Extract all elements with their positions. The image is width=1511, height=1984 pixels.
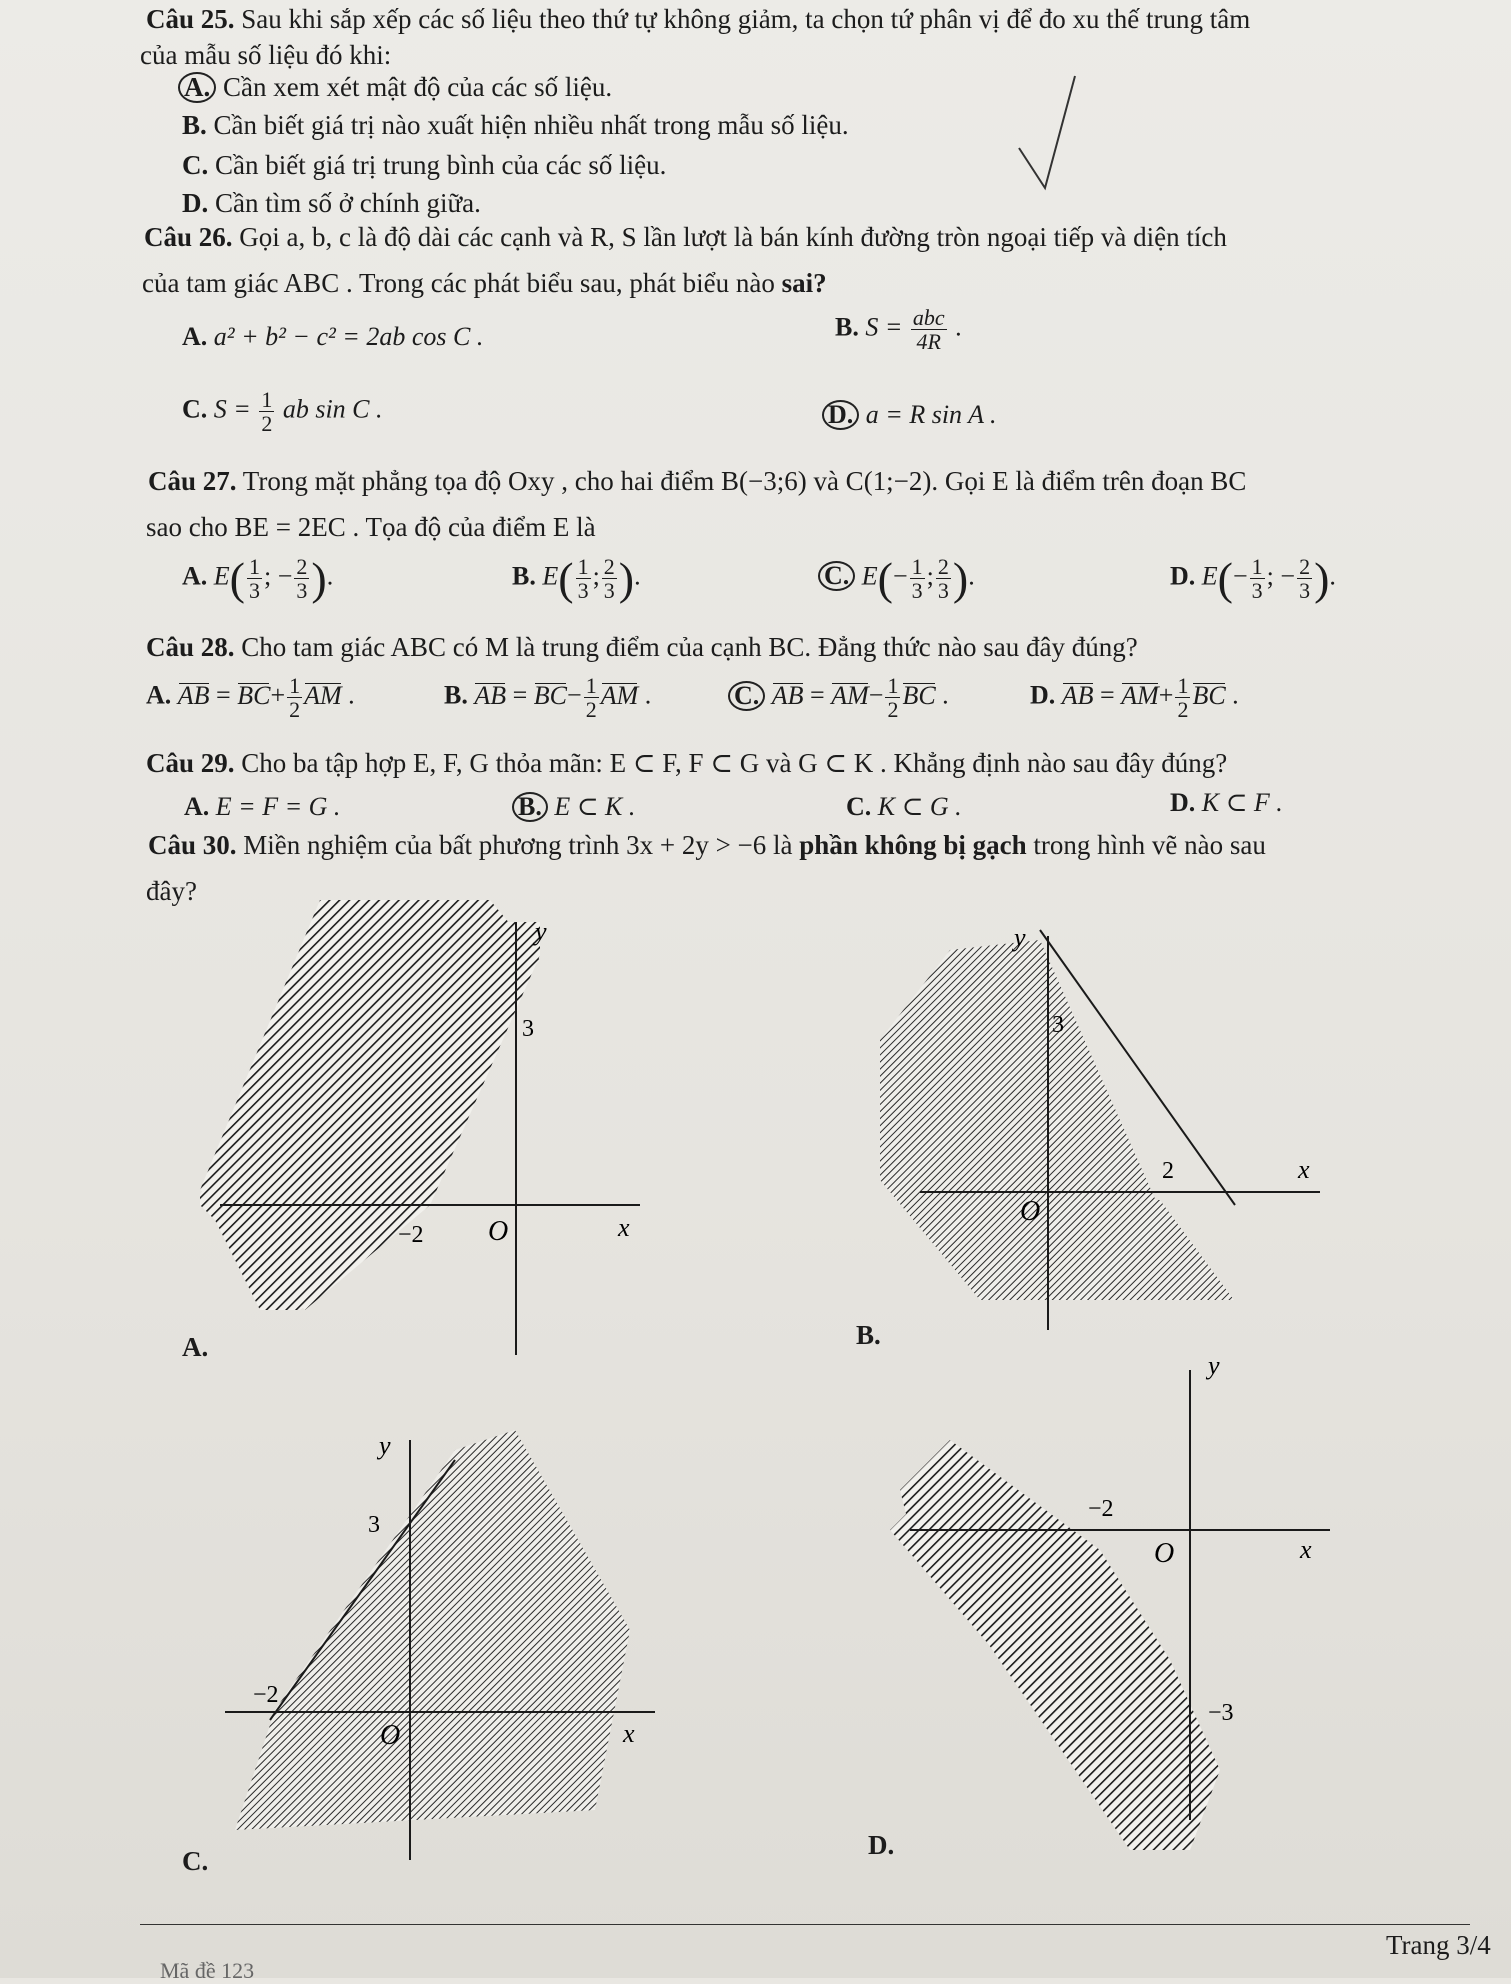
figure-b-origin: O [1020,1196,1041,1227]
q27-option-d[interactable]: D. E(− $\frac{1}{3}$ ; − $\frac{2}{3}$ ). [1170,553,1336,604]
q27-b-d2: 3 [603,578,615,603]
q25-title: Câu 25. [146,4,235,34]
figure-c[interactable] [215,1420,665,1880]
q27-d-d2: 3 [1299,578,1311,603]
q26-b-num: abc [912,305,945,330]
vector-ab: AB [177,680,210,710]
q27-title: Câu 27. [148,466,237,496]
q29-option-a[interactable] [184,792,340,822]
q27-a-n1: 1 [249,553,260,579]
q27-c-n1: 1 [911,553,923,579]
figure-d-tick-neg2: −2 [1088,1496,1114,1522]
half-den: 2 [1177,697,1189,723]
figure-b-label[interactable]: B. [856,1320,881,1350]
q27-option-a[interactable]: A. E( $\frac{1}{3}$ ; − $\frac{2}{3}$ ). [182,553,334,604]
q27-c-frac2 [936,555,951,602]
q27-d-pre: E [1201,561,1218,591]
q26-option-c[interactable] [182,388,383,435]
figure-d[interactable] [890,1350,1340,1850]
half-num: 1 [289,673,301,698]
q27-a-d2: 3 [296,578,308,603]
q25-b-text: Cần biết giá trị nào xuất hiện nhiều nhất trong mẫu số liệu. [213,110,849,140]
q28-text: Cho tam giác ABC có M là trung điểm của cạnh BC. Đẳng thức nào sau đây đúng? [241,632,1138,662]
vector-ab: AB [1061,680,1094,710]
q29-d-label: D. [1170,788,1196,817]
q27-b-frac2 [602,555,617,602]
q27-d-sep: ; − [1266,561,1296,591]
q27-b-d1: 3 [577,578,589,603]
q26-a-label: A. [182,322,208,351]
q29-option-c[interactable] [846,792,962,822]
q30-title: Câu 30. [148,830,237,860]
q28-title: Câu 28. [146,632,235,662]
q25-option-a[interactable] [178,72,612,103]
q28-stem [146,632,1138,663]
vector-ab: AB [474,680,507,710]
q26-b-end: . [955,312,962,342]
paren-open-icon: ( [229,553,245,604]
figure-c-tick-neg2: −2 [253,1682,279,1708]
q27-d-d1: 3 [1251,578,1263,603]
q28-c-op1: = [810,680,825,710]
q27-c-d1: 3 [911,578,923,603]
q27-c-d2: 3 [937,578,949,603]
q26-b-fraction [911,306,947,353]
vector-ab: AB [771,680,804,710]
q27-a-frac2 [294,555,309,602]
figure-a-tick-3: 3 [522,1016,534,1042]
q29-d-text: K ⊂ F . [1201,788,1283,817]
q27-c-sep: ; [926,561,934,591]
half-den: 2 [887,697,899,723]
q28-b-label: B. [444,680,468,710]
q29-a-label: A. [184,792,210,821]
q28-option-b[interactable]: B. AB = BC− $\frac{1}{2}$ AM . [444,673,652,723]
q27-c-label: C. [818,561,855,591]
q27-a-d1: 3 [249,578,260,603]
q29-b-text: E ⊂ K . [554,792,636,821]
q26-c-num: 1 [261,387,273,412]
q29-c-text: K ⊂ G . [877,792,962,821]
q26-b-den: 4R [916,329,941,355]
vector-bc: BC [237,680,271,710]
figure-b-tick-3: 3 [1052,1012,1064,1038]
paren-open-icon: ( [877,553,893,604]
q26-option-b[interactable] [835,306,962,353]
q26-title: Câu 26. [144,222,233,252]
q26-d-text: a = R sin A . [865,400,997,429]
q27-b-n2: 2 [603,553,615,579]
figure-a-tick-neg2: −2 [398,1222,424,1248]
q25-a-label: A. [178,72,216,103]
q30-text-end: trong hình vẽ nào sau [1033,830,1266,860]
q28-option-c[interactable]: C. AB = AM− $\frac{1}{2}$ BC . [728,674,949,721]
vector-bc: BC [533,680,568,710]
q28-d-label: D. [1030,680,1056,710]
q27-a-pre: E [213,561,230,591]
q25-text: Sau khi sắp xếp các số liệu theo thứ tự không giảm, ta chọn tứ phân vị để đo xu thế trung tâm [241,4,1251,34]
q27-c-pre: E [861,561,878,591]
half-num: 1 [585,673,597,698]
checkmark-icon [1015,70,1095,200]
q30-text: Miền nghiệm của bất phương trình 3x + 2y > −6 là [243,830,793,860]
q27-d-frac2 [1297,555,1312,602]
q29-b-label: B. [512,792,548,822]
figure-b-tick-2: 2 [1162,1158,1174,1184]
footer-divider [140,1924,1470,1925]
q27-b-frac1 [576,555,591,602]
q27-b-pre: E [542,561,559,591]
figure-a-x-label: x [618,1213,630,1242]
q26-d-label: D. [822,400,859,430]
q27-a-n2: 2 [296,553,308,579]
q25-d-text: Cần tìm số ở chính giữa. [215,188,481,218]
q29-option-b[interactable] [512,792,635,822]
q28-option-d[interactable]: D. AB = AM+ $\frac{1}{2}$ BC . [1030,673,1239,723]
q29-text: Cho ba tập hợp E, F, G thỏa mãn: E ⊂ F, F ⊂ G và G ⊂ K . Khẳng định nào sau đây đúng? [241,748,1228,778]
q26-text: Gọi a, b, c là độ dài các cạnh và R, S lần lượt là bán kính đường tròn ngoại tiếp và diện tích [239,222,1227,252]
q27-text: Trong mặt phẳng tọa độ Oxy , cho hai điểm B(−3;6) và C(1;−2). Gọi E là điểm trên đoạn BC [242,466,1247,496]
figure-c-y-label: y [379,1431,391,1460]
q28-a-label: A. [146,680,172,710]
paren-close-icon: ) [952,553,969,604]
q27-d-frac1 [1250,555,1265,602]
figure-b-x-label: x [1298,1155,1310,1184]
q26-c-rest: ab sin C . [282,394,383,424]
figure-d-origin: O [1154,1538,1175,1569]
q25-text2: của mẫu số liệu đó khi: [140,40,392,70]
q27-c-frac1 [910,555,925,602]
q28-d-op1: = [1100,680,1115,710]
q28-a-half [287,674,302,721]
footer-code: Mã đề 123 [160,1958,255,1983]
half-num: 1 [887,673,899,698]
figure-d-y-label: y [1208,1351,1220,1380]
q27-d-n1: 1 [1251,553,1263,579]
paren-close-icon: ) [311,553,327,604]
figure-c-label[interactable]: C. [182,1846,209,1876]
q25-b-label: B. [182,110,207,140]
figure-a-y-label: y [535,917,547,946]
q27-option-b[interactable]: B. E( $\frac{1}{3}$ ; $\frac{2}{3}$ ). [512,553,641,604]
q25-c-text: Cần biết giá trị trung bình của các số liệu. [215,150,667,180]
half-den: 2 [585,697,597,723]
figure-d-tick-neg3: −3 [1208,1700,1234,1726]
q26-stem [144,222,1227,253]
figure-c-tick-3: 3 [368,1512,380,1538]
figure-d-x-label: x [1300,1535,1312,1564]
q27-text2: sao cho BE = 2EC . Tọa độ của điểm E là [146,512,596,542]
q29-a-text: E = F = G . [215,792,341,821]
q27-a-sep: ; − [264,561,293,591]
q27-d-n2: 2 [1299,553,1311,579]
q26-sai: sai? [781,268,827,298]
q25-option-b[interactable] [182,110,849,141]
q26-c-lhs: S = [213,394,251,424]
q30-bold: phần không bị gạch [799,830,1027,860]
q25-c-label: C. [182,150,209,180]
q27-b-n1: 1 [577,553,589,579]
q25-option-d[interactable] [182,188,481,219]
q30-stem [148,830,1266,861]
q26-text2: của tam giác ABC . Trong các phát biểu sau, phát biểu nào [142,268,775,298]
q28-c-half [885,674,900,721]
figure-c-x-label: x [623,1719,635,1748]
q25-stem [146,4,1250,35]
q27-d-sign: − [1233,561,1248,591]
q28-a-op1: = [216,680,231,710]
paren-open-icon: ( [558,553,574,604]
paren-close-icon: ) [1314,553,1330,604]
q26-option-d[interactable] [822,400,997,430]
q26-c-fraction [259,388,274,435]
q27-a-frac1 [247,555,262,602]
q25-option-c[interactable] [182,150,666,181]
figure-a-label[interactable]: A. [182,1332,209,1362]
q27-b-sep: ; [592,561,600,591]
vector-am: AM [304,680,342,710]
q26-b-lhs: S = [865,312,903,342]
q28-b-half [584,674,599,721]
half-den: 2 [289,697,301,723]
q26-stem2 [142,268,827,299]
q27-option-c[interactable]: C. E(− $\frac{1}{3}$ ; $\frac{2}{3}$ ). [818,552,975,605]
vector-bc: BC [902,680,936,710]
q28-a-op2: + [270,680,286,710]
vector-am: AM [1121,680,1159,710]
q28-d-op2: + [1158,680,1174,710]
vector-am: AM [600,680,639,710]
vector-am: AM [831,680,869,710]
figure-a-origin: O [488,1216,509,1247]
q27-a-label: A. [182,561,208,591]
q27-d-label: D. [1170,561,1196,591]
q26-option-a[interactable] [182,322,483,352]
q27-c-sign: − [893,561,908,591]
q25-a-text: Cần xem xét mật độ của các số liệu. [223,72,613,102]
q28-c-label: C. [728,681,765,711]
q29-option-d[interactable] [1170,788,1283,818]
q28-d-half [1175,674,1190,721]
footer-page: Trang 3/4 [1386,1930,1491,1960]
q29-c-label: C. [846,792,872,821]
q28-option-a[interactable]: A. AB = BC+ $\frac{1}{2}$ AM . [146,673,355,723]
figure-b-y-label: y [1014,923,1026,952]
half-num: 1 [1177,673,1189,698]
q28-b-op2: − [567,680,582,710]
q26-a-text: a² + b² − c² = 2ab cos C . [213,322,484,351]
figure-c-origin: O [380,1720,401,1751]
paren-close-icon: ) [618,553,635,604]
q26-c-den: 2 [261,411,273,437]
q30-text2: đây? [146,876,197,906]
q26-b-label: B. [835,312,859,342]
q27-stem [148,466,1246,497]
q28-b-op1: = [512,680,528,710]
paren-open-icon: ( [1217,553,1233,604]
vector-bc: BC [1192,680,1226,710]
q27-c-n2: 2 [937,553,949,579]
q27-b-label: B. [512,561,536,591]
q29-title: Câu 29. [146,748,235,778]
q25-d-label: D. [182,188,209,218]
figure-a[interactable] [200,900,660,1370]
q29-stem [146,748,1227,779]
figure-b[interactable] [880,920,1330,1340]
q28-c-op2: − [868,680,884,710]
q26-c-label: C. [182,394,208,424]
figure-d-label[interactable]: D. [868,1830,895,1860]
